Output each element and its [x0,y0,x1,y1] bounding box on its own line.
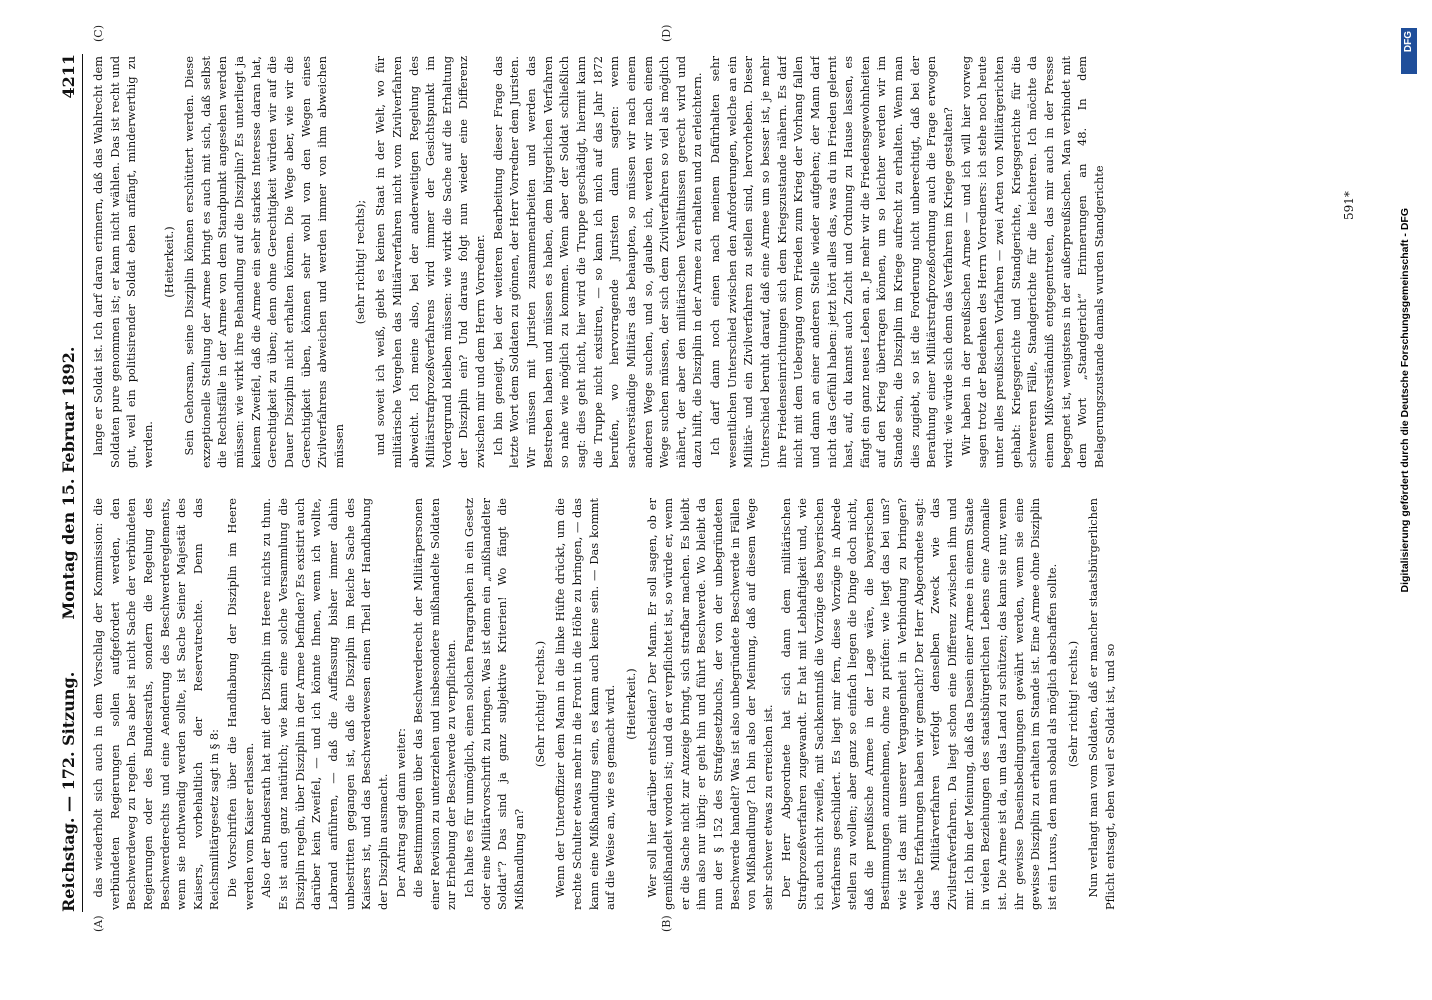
digitization-credit [1395,28,1425,968]
paragraph: Ich halte es für unmöglich, einen solchen Paragraphen in ein Gesetz oder eine Militärvorschrift zu bringen. Was ist denn ein „mißhandelter Soldat“? Das sind ja ganz subjektive Kriterien! Wo fängt die Mißhandlung an? [462,498,527,910]
paragraph: Der Herr Abgeordnete hat sich dann dem militärischen Strafprozeßverfahren zugewandt. Er hat mit Lebhaftigkeit und, wie ich auch nicht zweifle, mit Sachkenntniß die Vorzüge des bayerischen Verfahrens geschildert. Es liegt mir fern, diese Vorzüge in Abrede stellen zu wollen; aber ganz so einfach liegen die Dinge doch nicht, daß die preußische Armee in der Lage wäre, die bayerischen Bestimmungen anzunehmen, ohne zu prüfen: wie liegt das bei uns? wie ist das mit unserer Vergangenheit in Verbindung zu bringen? welche Erfahrungen haben wir gemacht? Der Herr Abgeordnete sagt: das Militärverfahren verfolgt denselben Zweck wie das Zivilstrafverfahren. Da liegt schon eine Differenz zwischen ihm und mir. Ich bin der Meinung, daß das Dasein einer Armee in einem Staate in vielen Beziehungen des staatsbürgerlichen Lebens eine Anomalie ist. Die Armee ist da, um das Land zu schützen; das kann sie nur, wenn ihr gewisse Daseinsbedingungen gewährt werden, wenn sie eine gewisse Disziplin zu erhalten im Stande ist. Eine Armee ohne Disziplin ist ein Luxus, den man sobald als möglich abschaffen sollte. [778,498,1059,910]
interjection: (Heiterkeit.) [161,226,176,298]
paragraph: und soweit ich weiß, giebt es keinen Staat in der Welt, wo für militärische Vergehen das Militärverfahren nicht vom Zivilverfahren abweicht. Ich meine also, bei der anderweitigen Regelung des Militärstrafprozeßverfahrens wird immer der Gesichtspunkt im Vordergrund bleiben müssen: wie wirkt die Sache auf die Erhaltung der Disziplin ein? Und daraus folgt nun wieder eine Differenz zwischen mir und dem Herrn Vorredner. [373,56,488,468]
paragraph: Wenn der Unteroffizier dem Mann in die linke Hüfte drückt, um die rechte Schulter etwas mehr in die Front in die Höhe zu bringen, — das kann eine Mißhandlung sein, es kann auch keine sein. — Das kommt auf die Weise an, wie es gemacht wird. [553,498,618,910]
interjection: (Sehr richtig! rechts.) [1065,640,1080,768]
interjection: (sehr richtig! rechts); [352,199,367,325]
paragraph: lange er Soldat ist. Ich darf daran erinnern, daß das Wahlrecht dem Soldaten pure genommen ist; er kann nicht wählen. Das ist recht und gut, weil ein politisirender Soldat eben anfängt, minderwerthig zu werden. [91,56,155,468]
running-head [60,54,83,912]
paragraph: Ich bin geneigt, bei der weiteren Bearbeitung dieser Frage das letzte Wort dem Soldaten zu gönnen, der Herr Vorredner dem Juristen. Wir müssen mit Juristen zusammenarbeiten und werden das Bestreben haben und müssen es haben, dem bürgerlichen Verfahren so nahe wie möglich zu kommen. Wenn aber der Soldat schließlich sagt: dies geht nicht, hier wird die Truppe geschädigt, hiermit kann die Truppe nicht existiren, — so kann ich mich auf das Jahr 1872 berufen, wo hervorragende Juristen dann sagten: wenn sachverständige Militärs das behaupten, so müssen wir nach einem anderen Wege suchen, und so, glaube ich, werden wir nach einem Wege suchen müssen, der sich dem Zivilverfahren so viel als möglich nähert, der aber den militärischen Verhältnissen gerecht wird und dazu hilft, die Disziplin in der Armee zu erhalten und zu erleichtern. [490,56,705,468]
paragraph: Sein Gehorsam, seine Disziplin können erschüttert werden. Diese exzeptionelle Stellung der Armee bringt es auch mit sich, daß selbst die Rechtsfälle in der Armee von dem Standpunkt angesehen werden müssen: wie wirkt ihre Behandlung auf die Disziplin? Es unterliegt ja keinem Zweifel, daß die Armee ein sehr starkes Interesse daran hat, Gerechtigkeit zu üben; denn ohne Gerechtigkeit würden wir auf die Dauer Disziplin nicht erhalten können. Die Wege aber, wie wir die Gerechtigkeit üben, können sehr wohl von den Wegen eines Zivilverfahrens abweichen und werden immer von ihm abweichen müssen [182,56,346,468]
paragraph: die Bestimmungen über das Beschwerderecht der Militärpersonen einer Revision zu unterziehen und insbesondere mißhandelte Soldaten zur Erhebung der Beschwerde zu verpflichten. [411,498,459,910]
left-column [90,498,1310,910]
paragraph: Der Antrag sagt dann weiter: [393,728,408,898]
right-column [90,56,1310,468]
header-left: Reichstag. — 172. Sitzung. [59,671,78,912]
dfg-logo-text: DFG [1403,31,1414,53]
paragraph: Nun verlangt man vom Soldaten, daß er mancher staatsbürgerlichen Pflicht entsagt, eben weil er Soldat ist, und so [1086,498,1117,910]
paragraph: das wiederholt sich auch in dem Vorschlag der Kommission: die verbündeten Regierungen sollen aufgefordert werden, den Beschwerdeweg zu regeln. Das aber ist nicht Sache der verbündeten Regierungen oder des Bundesraths, sondern die Regelung des Beschwerderechts und eine Aenderung des Beschwerdereglements, wenn sie nothwendig werden sollte, ist Sache Seiner Majestät des Kaisers, vorbehaltlich der Reservatrechte. Denn das Reichsmilitärgesetz sagt in § 8: [91,498,222,910]
header-date: Montag den 15. Februar 1892. [59,346,78,620]
paragraph: Ich darf dann noch einen nach meinem Dafürhalten sehr wesentlichen Unterschied zwischen den Anforderungen, welche an ein Militär- und ein Zivilverfahren zu stellen sind, hervorheben. Dieser Unterschied beruht darauf, daß eine Armee um so besser ist, je mehr ihre Friedenseinrichtungen sich dem Kriegszustande nähern. Es darf nicht mit dem Uebergang vom Frieden zum Krieg der Vorhang fallen und dann an einer anderen Stelle wieder aufgehen; der Mann darf nicht das Gefühl haben: jetzt hört alles das, was du im Frieden gelernt hast, auf, du kannst auch Zucht und Ordnung zu Hause lassen, es fängt ein ganz neues Leben an. Je mehr wir die Friedensgewohnheiten auf den Krieg übertragen können, um so leichter werden wir im Stande sein, die Disziplin im Kriege aufrecht zu erhalten. Wenn man dies zugiebt, so ist die Forderung nicht unberechtigt, daß bei der Berathung einer Militärstrafprozeßordnung auch die Frage erwogen wird: wie würde sich denn das Verfahren im Kriege gestalten? [708,56,956,468]
margin-mark-b: (B) [660,915,673,932]
credit-text: Digitalisierung gefördert durch die Deutsche Forschungsgemeinschaft - DFG [1399,208,1411,593]
paragraph: Wir haben in der preußischen Armee — und ich will hier vorweg sagen trotz der Bedenken des Herrn Vorredners: ich stehe noch heute unter alles preußischen Vorfahren — zwei Arten von Militärgerichten gehabt: Kriegsgerichte und Standgerichte, Kriegsgerichte für die schwereren Fälle, Standgerichte für die leichteren. Ich möchte da einem Mißverständniß entgegentreten, das mir auch in der Presse begegnet ist, wenigstens in der außerpreußischen. Man verbindet mit dem Wort „Standgericht“ Erinnerungen an 48. In dem Belagerungszustande damals wurden Standgerichte [958,56,1106,468]
margin-mark-c: (C) [92,25,105,42]
margin-mark-a: (A) [92,915,105,932]
margin-mark-d: (D) [660,24,673,42]
signature-mark: 591* [1342,191,1356,220]
paragraph: Also der Bundesrath hat mit der Disziplin im Heere nichts zu thun. Es ist auch ganz natürlich; wie kann eine solche Versammlung die Disziplin regeln, über Disziplin in der Armee befinden? Es existirt auch darüber kein Zweifel, — und ich könnte Ihnen, wenn ich wollte, Labrand anführen, — daß die Auffassung bisher immer dahin unbestritten gegangen ist, daß die Disziplin im Reiche Sache des Kaisers ist, und das Beschwerdewesen einen Theil der Handhabung der Disziplin ausmacht. [259,498,390,910]
page-number: 4211 [59,54,78,99]
interjection: (Sehr richtig! rechts.) [532,640,547,768]
dfg-logo [1401,28,1417,74]
interjection: (Heiterkeit.) [623,668,638,740]
paragraph: Die Vorschriften über die Handhabung der Disziplin im Heere werden vom Kaiser erlassen. [225,498,256,910]
paragraph: Wer soll hier darüber entscheiden? Der Mann. Er soll sagen, ob er gemißhandelt worden ist; und da er verpflichtet ist, so würde er, wenn er die Sache nicht zur Anzeige bringt, sich strafbar machen. Es bleibt ihm also nur übrig: er geht hin und führt Beschwerde. Wo bleibt da nun der § 152 des Strafgesetzbuchs, der von der unbegründeten Beschwerde handelt? Was ist also unbegründete Beschwerde in Fällen von Mißhandlung? Ich bin also der Meinung, daß auf diesem Wege sehr schwer etwas zu erreichen ist. [644,498,775,910]
